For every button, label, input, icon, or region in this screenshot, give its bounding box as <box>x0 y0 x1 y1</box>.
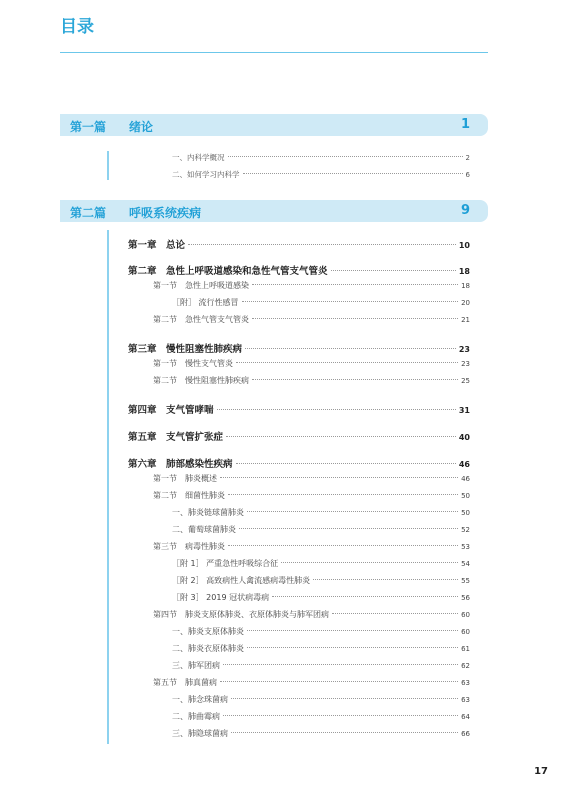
dot-leader <box>247 647 458 648</box>
dot-leader <box>313 579 458 580</box>
toc-appendix[interactable] <box>172 558 470 569</box>
toc-entry-title: ［附 3］ 2019 冠状病毒病 <box>172 593 270 602</box>
toc-entry-page: 61 <box>461 645 470 653</box>
toc-entry-title: 一、肺炎链球菌肺炎 <box>172 508 244 517</box>
part-title: 呼吸系统疾病 <box>129 206 202 220</box>
toc-subitem[interactable] <box>172 643 470 654</box>
toc-entry-page: 25 <box>461 377 470 385</box>
toc-entry-title: 第三节 病毒性肺炎 <box>153 542 225 551</box>
toc-subitem[interactable] <box>172 626 470 637</box>
title-divider <box>60 52 488 53</box>
dot-leader <box>243 173 463 174</box>
dot-leader <box>228 494 458 495</box>
toc-chapter[interactable] <box>128 402 470 416</box>
dot-leader <box>247 630 458 631</box>
toc-entry-page: 62 <box>461 662 470 670</box>
toc-entry-page: 2 <box>465 154 470 162</box>
toc-subitem[interactable] <box>172 711 470 722</box>
dot-leader <box>188 244 456 245</box>
part-page: 9 <box>460 203 470 218</box>
toc-entry-title: 二、肺炎衣原体肺炎 <box>172 644 244 653</box>
toc-entry-title: 一、肺炎支原体肺炎 <box>172 627 244 636</box>
toc-entry-page: 46 <box>458 460 470 469</box>
toc-entry-title: 第三章 慢性阻塞性肺疾病 <box>128 344 243 355</box>
toc-entry-page: 56 <box>461 594 470 602</box>
toc-entry-page: 21 <box>461 316 470 324</box>
dot-leader <box>247 511 458 512</box>
toc-entry-title: 第一节 肺炎概述 <box>153 474 217 483</box>
toc-entry[interactable] <box>172 169 470 180</box>
toc-entry-title: ［附 1］ 严重急性呼吸综合征 <box>172 559 279 568</box>
toc-entry-page: 18 <box>458 267 470 276</box>
toc-entry-title: 二、肺曲霉病 <box>172 712 220 721</box>
toc-entry-title: 一、内科学概况 <box>172 153 225 162</box>
toc-entry-title: 第五章 支气管扩张症 <box>128 432 224 443</box>
toc-entry-title: 第二节 急性气管支气管炎 <box>153 315 249 324</box>
dot-leader <box>236 362 458 363</box>
dot-leader <box>231 698 458 699</box>
toc-entry-title: 二、葡萄球菌肺炎 <box>172 525 236 534</box>
toc-chapter[interactable] <box>128 237 470 251</box>
toc-subitem[interactable] <box>172 507 470 518</box>
toc-section[interactable] <box>153 473 470 484</box>
part-title: 绪论 <box>129 120 154 134</box>
toc-entry-page: 66 <box>461 730 470 738</box>
toc-section[interactable] <box>153 314 470 325</box>
toc-entry-page: 63 <box>461 696 470 704</box>
toc-appendix[interactable] <box>172 592 470 603</box>
dot-leader <box>281 562 458 563</box>
toc-section[interactable] <box>153 677 470 688</box>
dot-leader <box>220 477 458 478</box>
toc-appendix[interactable] <box>172 575 470 586</box>
toc-entry-title: 第二章 急性上呼吸道感染和急性气管支气管炎 <box>128 266 328 277</box>
toc-entry-title: 第一节 急性上呼吸道感染 <box>153 281 249 290</box>
toc-entry-title: 第五节 肺真菌病 <box>153 678 217 687</box>
dot-leader <box>228 156 463 157</box>
dot-leader <box>231 732 458 733</box>
toc-entry-title: ［附 2］ 高致病性人禽流感病毒性肺炎 <box>172 576 311 585</box>
toc-section[interactable] <box>153 490 470 501</box>
toc-section[interactable] <box>153 609 470 620</box>
toc-entry[interactable] <box>172 152 470 163</box>
toc-entry-title: 三、肺军团病 <box>172 661 220 670</box>
dot-leader <box>332 613 458 614</box>
dot-leader <box>236 463 456 464</box>
toc-subitem[interactable] <box>172 728 470 739</box>
toc-subitem[interactable] <box>172 660 470 671</box>
toc-entry-page: 50 <box>461 509 470 517</box>
dot-leader <box>252 318 458 319</box>
toc-entry-title: 第一章 总论 <box>128 240 186 251</box>
toc-entry-title: 第二节 慢性阻塞性肺疾病 <box>153 376 249 385</box>
dot-leader <box>245 348 456 349</box>
page-number: 17 <box>534 766 548 777</box>
toc-entry-page: 40 <box>458 433 470 442</box>
toc-entry-title: 第四章 支气管哮喘 <box>128 405 214 416</box>
dot-leader <box>223 715 458 716</box>
toc-entry-page: 54 <box>461 560 470 568</box>
dot-leader <box>217 409 456 410</box>
toc-chapter[interactable] <box>128 429 470 443</box>
toc-entry-page: 52 <box>461 526 470 534</box>
toc-section[interactable] <box>153 375 470 386</box>
toc-entry-page: 18 <box>461 282 470 290</box>
toc-entry-page: 10 <box>458 241 470 250</box>
dot-leader <box>242 301 459 302</box>
toc-entry-title: ［附］ 流行性感冒 <box>172 298 239 307</box>
toc-chapter[interactable] <box>128 341 470 355</box>
toc-entry-title: 第六章 肺部感染性疾病 <box>128 459 233 470</box>
toc-entry-title: 三、肺隐球菌病 <box>172 729 228 738</box>
toc-entry-page: 23 <box>461 360 470 368</box>
toc-entry-page: 6 <box>465 171 470 179</box>
toc-chapter[interactable] <box>128 263 470 277</box>
dot-leader <box>228 545 458 546</box>
toc-entry-title: 一、肺念珠菌病 <box>172 695 228 704</box>
toc-entry-page: 46 <box>461 475 470 483</box>
toc-section[interactable] <box>153 280 470 291</box>
toc-subitem[interactable] <box>172 524 470 535</box>
part-label: 第一篇 <box>70 120 107 134</box>
toc-entry-page: 63 <box>461 679 470 687</box>
part-label: 第二篇 <box>70 206 107 220</box>
part2-vertical-rule <box>107 230 109 744</box>
part1-vertical-rule <box>107 151 109 180</box>
toc-section[interactable] <box>153 541 470 552</box>
toc-entry-page: 60 <box>461 628 470 636</box>
part-header-2[interactable] <box>60 200 488 222</box>
dot-leader <box>239 528 458 529</box>
dot-leader <box>331 270 456 271</box>
toc-entry-page: 31 <box>458 406 470 415</box>
toc-entry-page: 50 <box>461 492 470 500</box>
toc-entry-page: 55 <box>461 577 470 585</box>
toc-section[interactable] <box>153 358 470 369</box>
part-header-1[interactable] <box>60 114 488 136</box>
toc-entry-title: 第一节 慢性支气管炎 <box>153 359 233 368</box>
toc-subitem[interactable] <box>172 694 470 705</box>
toc-entry-title: 二、如何学习内科学 <box>172 170 240 179</box>
toc-entry-page: 20 <box>461 299 470 307</box>
toc-entry-page: 23 <box>458 345 470 354</box>
page-title: 目录 <box>60 17 94 37</box>
toc-entry-title: 第四节 肺炎支原体肺炎、衣原体肺炎与肺军团病 <box>153 610 329 619</box>
toc-appendix[interactable] <box>172 297 470 308</box>
dot-leader <box>220 681 458 682</box>
dot-leader <box>223 664 458 665</box>
toc-entry-page: 60 <box>461 611 470 619</box>
toc-entry-page: 64 <box>461 713 470 721</box>
dot-leader <box>272 596 458 597</box>
toc-chapter[interactable] <box>128 456 470 470</box>
part-page: 1 <box>460 117 470 132</box>
dot-leader <box>226 436 456 437</box>
toc-entry-page: 53 <box>461 543 470 551</box>
dot-leader <box>252 284 458 285</box>
dot-leader <box>252 379 458 380</box>
toc-entry-title: 第二节 细菌性肺炎 <box>153 491 225 500</box>
